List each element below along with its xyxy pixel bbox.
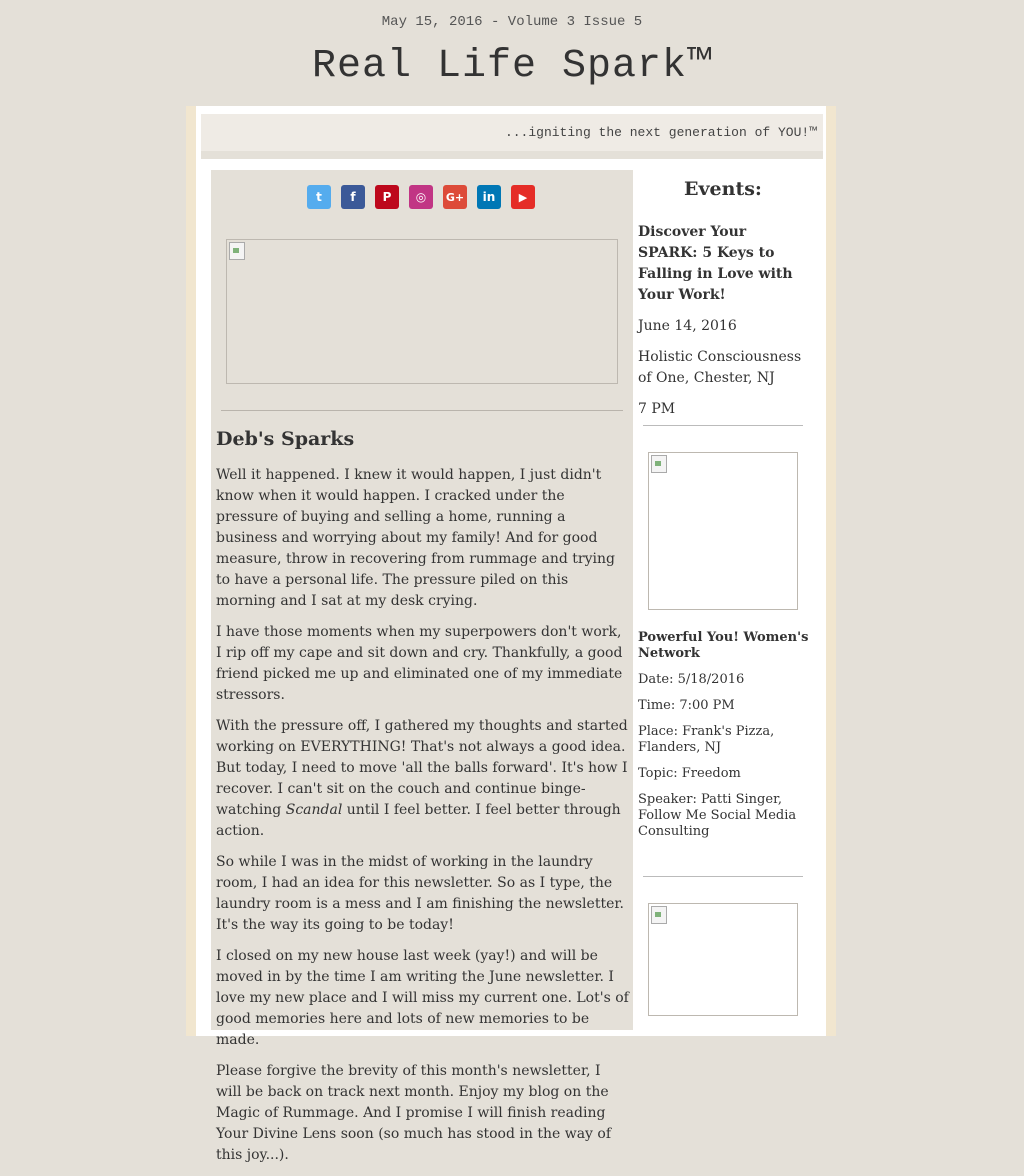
event-title: Powerful You! Women's Network [638,630,809,661]
event-place: Holistic Consciousness of One, Chester, NJ [638,349,802,386]
youtube-icon[interactable]: ▶ [511,185,535,209]
event-date: Date: 5/18/2016 [638,672,745,687]
google-plus-icon[interactable]: G+ [443,185,467,209]
text-span: With the pressure off, I gathered my thoughts and started working on EVERYTHING! That's not always a good idea. But today, I need to move 'all the balls forward'. It's how I recover. I can't sit on the couch and continue binge-watching [216,718,628,818]
text-span: until I feel better. I feel better through action. [216,802,621,839]
event-card [638,630,810,850]
event-card [638,222,810,430]
broken-image-icon [229,242,245,260]
event-date: June 14, 2016 [638,318,737,334]
article-paragraph: I closed on my new house last week (yay!) and will be moved in by the time I am writing the June newsletter. I love my new place and I will miss my current one. Lot's of good memories here and lots of new memories to be made. [216,948,629,1048]
twitter-icon[interactable]: t [307,185,331,209]
issue-dateline: May 15, 2016 - Volume 3 Issue 5 [381,14,643,30]
event-time: 7 PM [638,401,676,417]
article-title: Deb's Sparks [216,428,355,450]
social-links [307,185,535,209]
event-divider [643,876,803,877]
facebook-icon[interactable]: f [341,185,365,209]
section-divider [221,410,623,411]
events-sidebar [638,170,813,1030]
event-image-placeholder [648,903,798,1016]
article-body [216,465,630,1176]
event-time: Time: 7:00 PM [638,698,735,713]
linkedin-icon[interactable]: in [477,185,501,209]
event-title: Discover Your SPARK: 5 Keys to Falling in Love with Your Work! [638,224,793,303]
tagline: ...igniting the next generation of YOU!™ [504,125,817,140]
main-column [211,170,633,1163]
article-paragraph: Well it happened. I knew it would happen, I just didn't know when it would happen. I cracked under the pressure of buying and selling a home, running a business and worrying about my family! And for good measure, throw in recovering from rummage and trying to have a personal life. The pressure piled on this morning and I sat at my desk crying. [216,467,615,609]
event-place: Place: Frank's Pizza, Flanders, NJ [638,724,775,755]
header-image-placeholder [226,239,618,384]
events-heading: Events: [684,178,762,200]
article-paragraph: I have those moments when my superpowers don't work, I rip off my cape and sit down and cry. Thankfully, a good friend picked me up and eliminated one of my immediate stressors. [216,624,623,703]
broken-image-icon [651,455,667,473]
event-topic: Topic: Freedom [638,766,741,781]
article-paragraph: Please forgive the brevity of this month's newsletter, I will be back on track next month. Enjoy my blog on the Magic of Rummage. And I promise I will finish reading Your Divine Lens soon (so much has stood in the way of this joy...). [216,1063,612,1163]
event-image-placeholder [648,452,798,610]
article-paragraph: So while I was in the midst of working in the laundry room, I had an idea for this newsletter. So as I type, the laundry room is a mess and I am finishing the newsletter. It's the way its going to be today! [216,854,624,933]
instagram-icon[interactable]: ◎ [409,185,433,209]
article-paragraph [216,716,630,842]
broken-image-icon [651,906,667,924]
show-title: Scandal [285,802,343,818]
tagline-bar [201,114,823,151]
event-speaker: Speaker: Patti Singer, Follow Me Social Media Consulting [638,792,797,839]
event-divider [643,425,803,426]
pinterest-icon[interactable]: P [375,185,399,209]
newsletter-masthead: Real Life Spark™ [311,44,713,89]
tagline-divider [201,151,823,159]
